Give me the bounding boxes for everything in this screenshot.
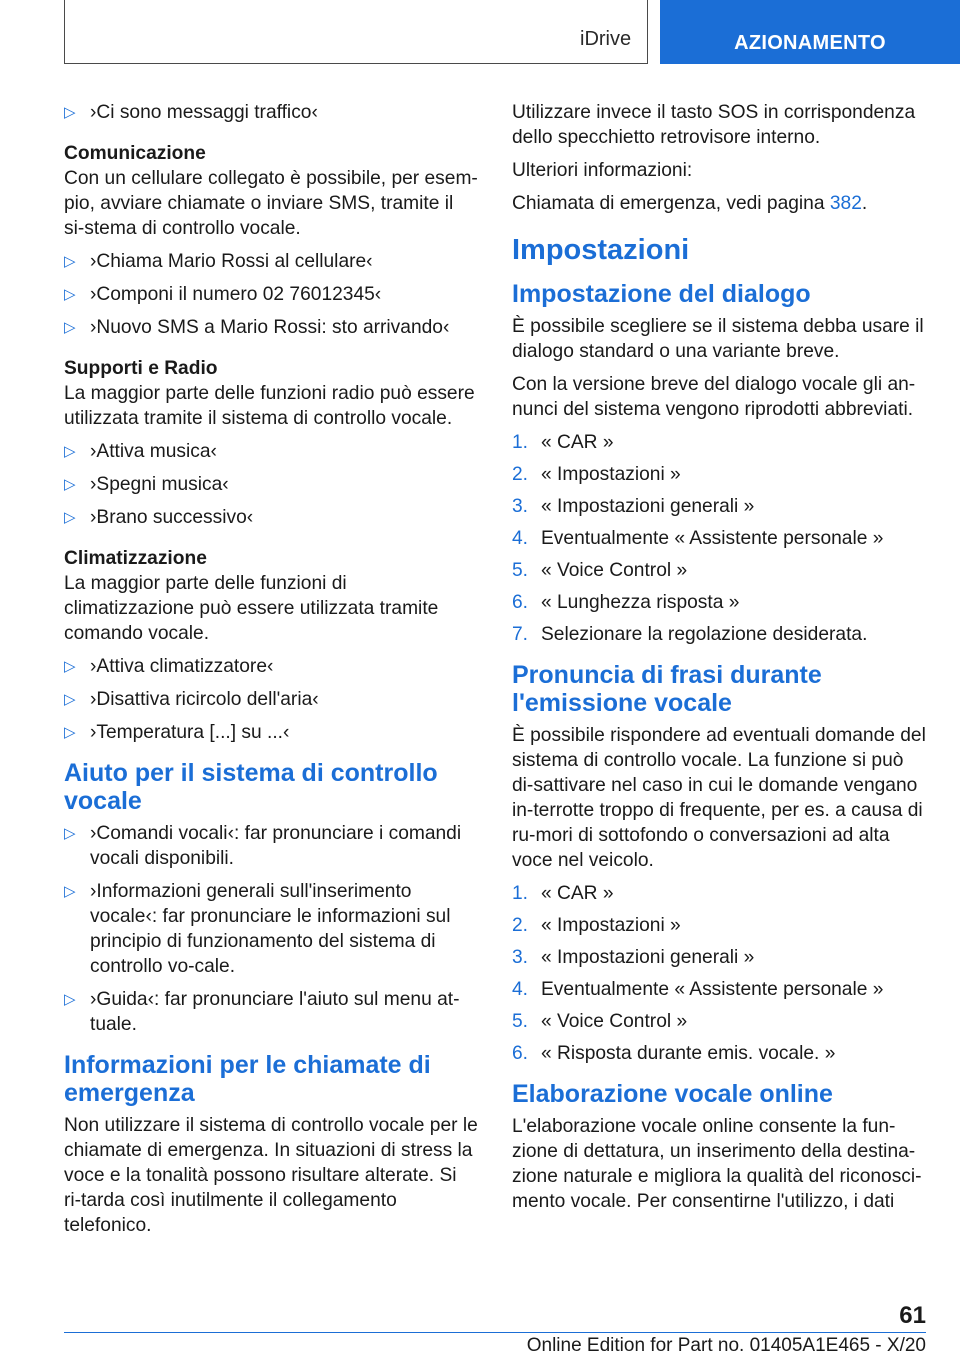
list-item: [512, 1009, 926, 1034]
step-number: 1.: [512, 432, 529, 453]
step-text: « Impostazioni »: [541, 915, 681, 936]
list-item: [512, 494, 926, 519]
header-frame: [64, 0, 648, 64]
triangle-bullet-icon: ▷: [64, 724, 76, 741]
left-column: [64, 100, 478, 1246]
triangle-bullet-icon: ▷: [64, 825, 76, 842]
footer-edition: Online Edition for Part no. 01405A1E465 - X/20: [526, 1335, 926, 1356]
header-chapter-tab[interactable]: AZIONAMENTO: [660, 0, 960, 64]
step-number: 5.: [512, 1011, 529, 1032]
step-number: 4.: [512, 979, 529, 1000]
bullet-item: ▷ ›Spegni musica‹: [64, 474, 229, 495]
heading-online-speech: Elaborazione vocale online: [512, 1080, 833, 1108]
step-text: Selezionare la regolazione desiderata.: [541, 624, 868, 645]
subheading-communication: Comunicazione: [64, 143, 206, 164]
bullet-item: ▷ ›Informazioni generali sull'inserimento vocale‹: far pronunciare le informazioni sul principio di funzionamento del sistema di controllo vo-cale.: [64, 881, 451, 977]
step-text: « Impostazioni »: [541, 464, 681, 485]
step-number: 3.: [512, 496, 529, 517]
triangle-bullet-icon: ▷: [64, 691, 76, 708]
paragraph: È possibile rispondere ad eventuali domande del sistema di controllo vocale. La funzione si può di-sattivare nel caso in cui le domande vengano in-terrotte troppo di frequente, per es. a causa di ru-mori di sottofondo o conversazioni ad alta voce nel veicolo.: [512, 725, 926, 871]
paragraph: Con la versione breve del dialogo vocale gli an-nunci del sistema vengono riprodotti abbreviati.: [512, 374, 916, 420]
page-number: 61: [899, 1302, 926, 1329]
step-number: 5.: [512, 560, 529, 581]
bullet-item: ▷ ›Nuovo SMS a Mario Rossi: sto arrivando‹: [64, 317, 450, 338]
list-item: [512, 526, 926, 551]
right-column: [512, 100, 926, 1222]
paragraph: Utilizzare invece il tasto SOS in corrispondenza dello specchietto retrovisore interno.: [512, 102, 916, 148]
step-number: 1.: [512, 883, 529, 904]
step-number: 3.: [512, 947, 529, 968]
heading-emergency-info: Informazioni per le chiamate di emergenza: [64, 1051, 431, 1107]
step-text: Eventualmente « Assistente personale »: [541, 528, 884, 549]
step-number: 6.: [512, 592, 529, 613]
list-item: [512, 913, 926, 938]
bullet-item: ▷ ›Guida‹: far pronunciare l'aiuto sul menu at-tuale.: [64, 989, 460, 1035]
paragraph: La maggior parte delle funzioni di climatizzazione può essere utilizzata tramite comando vocale.: [64, 573, 439, 644]
heading-speech-during-output: Pronuncia di frasi durante l'emissione vocale: [512, 661, 822, 717]
page-link-382[interactable]: 382: [829, 193, 862, 214]
heading-dialog-settings: Impostazione del dialogo: [512, 280, 811, 308]
list-item: [512, 945, 926, 970]
step-text: « Voice Control »: [541, 560, 688, 581]
subheading-climate: Climatizzazione: [64, 548, 207, 569]
heading-voice-help: Aiuto per il sistema di controllo vocale: [64, 759, 438, 815]
bullet-item: ▷ ›Temperatura [...] su ...‹: [64, 722, 290, 743]
triangle-bullet-icon: ▷: [64, 509, 76, 526]
list-item: [512, 590, 926, 615]
steps-list-speech: [512, 881, 926, 1066]
step-text: « CAR »: [541, 883, 614, 904]
triangle-bullet-icon: ▷: [64, 476, 76, 493]
paragraph: Non utilizzare il sistema di controllo vocale per le chiamate di emergenza. In situazioni di stress la voce e la tonalità possono risultare alterate. Si ri-tarda così inutilmente il collegamento telefonico.: [64, 1115, 478, 1236]
step-number: 2.: [512, 915, 529, 936]
bullet-item: ▷ ›Ci sono messaggi traffico‹: [64, 102, 318, 123]
step-text: « Impostazioni generali »: [541, 947, 755, 968]
header-section-label: iDrive: [580, 28, 632, 50]
step-text: « CAR »: [541, 432, 614, 453]
paragraph: È possibile scegliere se il sistema debba usare il dialogo standard o una variante breve.: [512, 316, 924, 362]
paragraph-cross-reference: Chiamata di emergenza, vedi pagina 382.: [512, 193, 868, 214]
list-item: [512, 881, 926, 906]
step-text: « Impostazioni generali »: [541, 496, 755, 517]
step-number: 7.: [512, 624, 529, 645]
step-text: « Risposta durante emis. vocale. »: [541, 1043, 836, 1064]
triangle-bullet-icon: ▷: [64, 253, 76, 270]
paragraph: Con un cellulare collegato è possibile, per esem-pio, avviare chiamate o inviare SMS, tramite il si-stema di controllo vocale.: [64, 168, 478, 239]
subheading-media-radio: Supporti e Radio: [64, 358, 218, 379]
steps-list-dialog: [512, 430, 926, 647]
list-item: [512, 430, 926, 455]
step-number: 4.: [512, 528, 529, 549]
paragraph: La maggior parte delle funzioni radio può essere utilizzata tramite il sistema di controllo vocale.: [64, 383, 475, 429]
triangle-bullet-icon: ▷: [64, 319, 76, 336]
bullet-item: ▷ ›Componi il numero 02 76012345‹: [64, 284, 382, 305]
step-text: « Voice Control »: [541, 1011, 688, 1032]
triangle-bullet-icon: ▷: [64, 104, 76, 121]
bullet-item: ▷ ›Brano successivo‹: [64, 507, 254, 528]
step-number: 2.: [512, 464, 529, 485]
list-item: [512, 558, 926, 583]
step-text: Eventualmente « Assistente personale »: [541, 979, 884, 1000]
footer-divider: [64, 1332, 926, 1333]
bullet-item: ▷ ›Chiama Mario Rossi al cellulare‹: [64, 251, 373, 272]
triangle-bullet-icon: ▷: [64, 286, 76, 303]
list-item: [512, 1041, 926, 1066]
triangle-bullet-icon: ▷: [64, 443, 76, 460]
list-item: [512, 622, 926, 647]
step-text: « Lunghezza risposta »: [541, 592, 740, 613]
triangle-bullet-icon: ▷: [64, 991, 76, 1008]
bullet-item: ▷ ›Attiva musica‹: [64, 441, 217, 462]
bullet-item: ▷ ›Disattiva ricircolo dell'aria‹: [64, 689, 319, 710]
paragraph: L'elaborazione vocale online consente la fun-zione di dettatura, un inserimento della destina-zione naturale e migliora la qualità del riconosci-mento vocale. Per consentirne l'utilizzo, i dati: [512, 1116, 922, 1212]
heading-settings: Impostazioni: [512, 234, 690, 266]
paragraph: Ulteriori informazioni:: [512, 160, 693, 181]
triangle-bullet-icon: ▷: [64, 883, 76, 900]
bullet-item: ▷ ›Comandi vocali‹: far pronunciare i comandi vocali disponibili.: [64, 823, 462, 869]
triangle-bullet-icon: ▷: [64, 658, 76, 675]
step-number: 6.: [512, 1043, 529, 1064]
bullet-item: ▷ ›Attiva climatizzatore‹: [64, 656, 274, 677]
list-item: [512, 977, 926, 1002]
list-item: [512, 462, 926, 487]
